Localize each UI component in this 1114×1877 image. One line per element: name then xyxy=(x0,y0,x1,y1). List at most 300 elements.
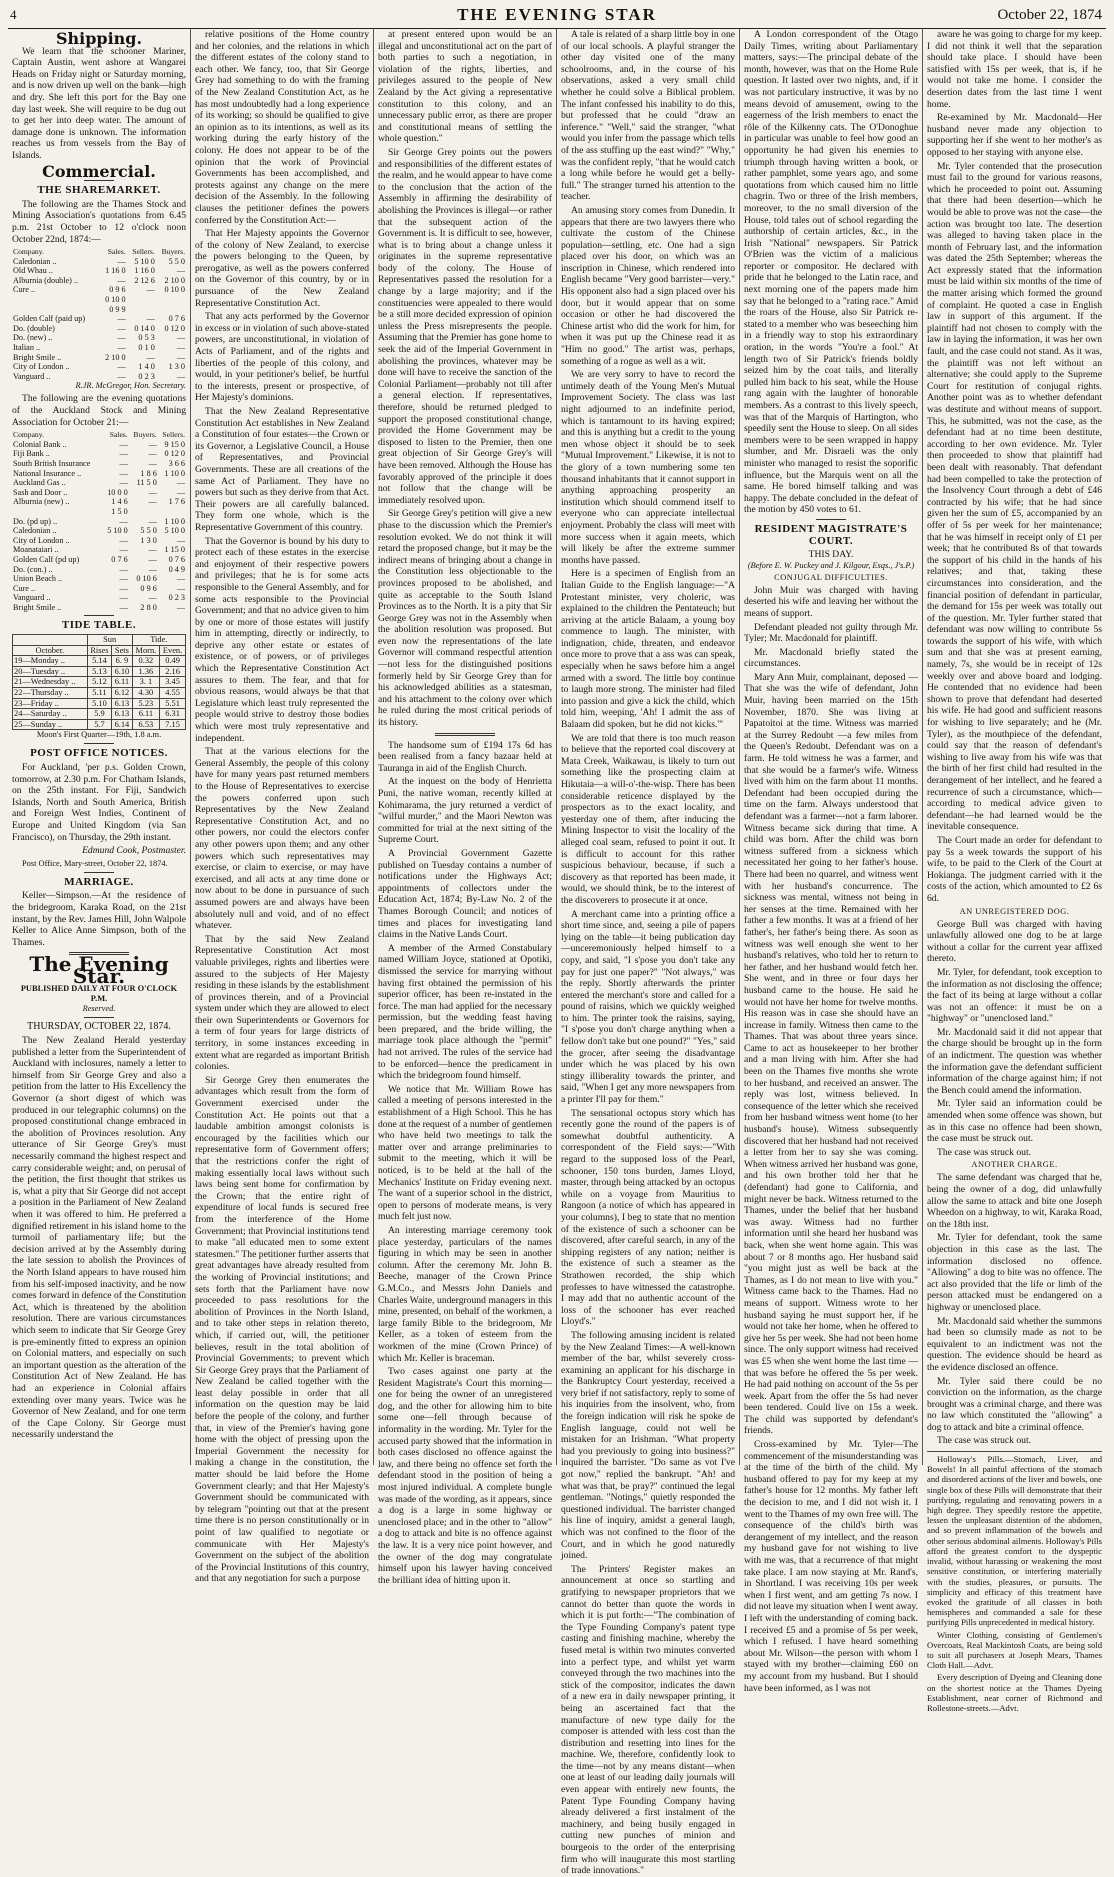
masthead-date: October 22, 1874 xyxy=(997,7,1102,23)
table-cell: 22—Thursday .. xyxy=(13,688,88,699)
table-cell: 1 10 0 xyxy=(164,516,185,526)
table-cell: — xyxy=(148,439,157,449)
column-1 xyxy=(8,29,191,1465)
table-cell: 5 10 0 xyxy=(164,526,185,536)
table-cell: 6.13 xyxy=(112,698,132,709)
court-paragraph: Mr. Macdonald said whether the summons had been so clumsily made as not to be equivalent to an indictment was not the question. The evidence should be heard as the evidence disclosed an offence. xyxy=(927,1315,1102,1373)
table-cell xyxy=(127,295,156,305)
table-cell: Do. (new) .. xyxy=(13,333,53,343)
table-cell: — xyxy=(148,545,157,555)
table-cell: — xyxy=(119,449,128,459)
auckland-table-body xyxy=(12,440,186,613)
table-row xyxy=(12,593,186,603)
thames-quotes-table xyxy=(12,247,186,381)
table-cell: 0 12 0 xyxy=(164,449,185,459)
table-cell: 6.12 xyxy=(112,688,132,699)
tide-morn-header: Morn. xyxy=(132,645,159,656)
table-cell: — xyxy=(117,333,126,343)
table-cell xyxy=(158,507,186,517)
table-cell: 0 7 6 xyxy=(111,554,128,564)
table-cell: — xyxy=(148,593,157,603)
tide-table-body xyxy=(13,656,186,730)
court-paragraph: Defendant pleaded not guilty through Mr. Tyler; Mr. Macdonald for plaintiff. xyxy=(744,621,918,645)
table-cell: Vanguard .. xyxy=(13,371,51,381)
table-cell: Caledonian .. xyxy=(13,526,57,536)
article-paragraph: Sir George Grey points out the powers and responsibilities of the different estates of the realm, and he would appear to have come to the conclusion that the action of the Assembly in affirming the desirability of abolishing the Provinces is illegal—or rather that the subsequent action of the Government is. It is difficult to see, however, what is to bring about a change unless it originates in the supreme representative body of the colony. The House of Representatives passed the resolution for a change by a large majority; and if the constituencies were appealed to there would be a still more decided expression of opinion unless the Press misrepresents the people. Assuming that the Premier has gone home to seek the aid of the Imperial Government in abolishing the provinces, whatever may be done will have to receive the sanction of the Colonial Parliament—probably not till after a general election. If representatives, therefore, should be returned pledged to support the proposed constitutional change, provided the Home Government may be disposed to listen to the Premier, then one great objection of Sir George Grey's will have been removed. Although the House has favorably approved of the principle it does not follow that the change will be immediately resolved upon. xyxy=(378,146,552,506)
tide-row xyxy=(13,666,186,677)
issue-date: THURSDAY, OCTOBER 22, 1874. xyxy=(27,1020,171,1032)
table-cell: 5 5 0 xyxy=(168,256,185,266)
case-heading: CONJUGAL DIFFICULTIES. xyxy=(774,572,888,582)
table-cell: 6. 9 xyxy=(112,656,132,667)
table-row xyxy=(12,285,186,295)
divider xyxy=(84,872,114,873)
article-paragraph: Sir George Grey's petition will give a new phase to the discussion which the Premier's resolution evoked. We do not think it will retard the proposed change, but it may be the indirect means of bringing about a change in the Constitution less objectionable to the provinces proposed to be abolished, and quite as acceptable to the South Island Provinces as to the North. It is a pity that Sir George Grey was not in the Assembly when the abolition resolution was proposed. But even now the representations of the late Governor will command respectful attention—not less for the distinguished positions formerly held by Sir George Grey than for his acknowledged abilities as a statesman, and his attachment to the colony over which he ruled during the most critical periods of its history. xyxy=(378,508,552,729)
table-row xyxy=(12,353,186,363)
table-cell: Vanguard .. xyxy=(13,593,51,603)
table-cell: — xyxy=(176,583,185,593)
article-paragraph: That at the various elections for the General Assembly, the people of this colony have for many years past returned members to the House of Representatives to exercise the powers conferred upon such Representatives by the New Zealand Representative Constitution Act, and no other powers, nor could the electors confer any other powers upon them; and any other powers which such representatives may exercise, or claim to exercise, or may have exercised, and all acts at any time done or now about to be done in pursuance of such assumed powers are and always have been absolutely null and void, and of no effect whatever. xyxy=(195,746,369,932)
table-row xyxy=(12,555,186,565)
table-cell: 0 9 6 xyxy=(109,285,126,295)
court-paragraph: George Bull was charged with having unlawfully allowed one dog to be at large without a collar for the current year affixed thereto. xyxy=(927,918,1102,965)
table-cell: 23—Friday .. xyxy=(13,698,88,709)
news-item: We are told that there is too much reason to believe that the reported coal discovery at Mata Creek, Waikawau, is likely to turn out something like the prospecting claim at Hikutaia—a will-o'-the-wisp. There has been considerable reticence displayed by the prospectors as to the exact locality, and yesterday one of them, after inducing the Mining Inspector to visit the locality of the alleged coal seam, refused to point it out. It is difficult to account for this rather suspicious behaviour, because, if such a discovery as that reported has been made, it would, we should think, be to the interest of the discoverers to prosecute it at once. xyxy=(561,732,735,906)
table-cell: — xyxy=(119,458,128,468)
auckland-intro: The following are the evening quotations of the Auckland Stock and Mining Association for October 21:— xyxy=(12,393,186,428)
table-cell: 0 14 0 xyxy=(134,323,155,333)
moon-phase: Moon's First Quarter—19th, 1.8 a.m. xyxy=(36,730,162,740)
table-cell: 1.36 xyxy=(132,666,159,677)
table-row xyxy=(12,295,186,305)
news-item: A Provincial Government Gazette published on Tuesday contains a number of notifications under the Highways Act; appointments of collectors under the Education Act, 1874; By-Law No. 2 of the Thames Borough Council; and notices of times and places for investigating land claims in the Native Lands Court. xyxy=(378,847,552,941)
table-cell: — xyxy=(117,371,126,381)
court-paragraph: The case was struck out. xyxy=(937,1146,1032,1158)
article-paragraph: relative positions of the Home country and her colonies, and the relations in which the different estates of the colony stand to each other. We fancy, too, that Sir George Grey had something to do with the framing of the New Zealand Constitution Act, as he has most undoubtedly had a long experience of its working; so should be qualified to give an opinion as to its intentions, as well as its working during the early history of the colony. He does not appear to be of the opinion that the work of Provincial Governments has been accomplished, and protests against any change on the mere decision of the Assembly. In the following clauses the petitioner defines the powers conferred by the Constitution Act:— xyxy=(195,29,369,226)
table-cell: 1 3 0 xyxy=(140,535,157,545)
table-cell xyxy=(12,305,100,315)
table-cell: 4.55 xyxy=(160,688,186,699)
table-cell: — xyxy=(119,602,128,612)
court-paragraph: Mr. Tyler contended that the prosecution must fail to the ground for various reasons, which he proceeded to point out. Assuming that there had been desertion—which he would be able to prove was not the case—the action was brought too late. The desertion was alleged to having taken place in the month of February last, and the information was dated the 25th September; whereas the Act expressly stated that the information must be laid within six months of the time of the matter arising which formed the ground of complaint. He quoted a case in English law in support of this argument. If the plaintiff had not chosen to comply with the law in laying the information, it was her own fault, and the case could not stand. As it was, the plaintiff was not left without an alternative; she could apply to the Supreme Court for restitution of conjugal rights. Another point was as to whether defendant was destitute and without means of support. This, he submitted, was not the case, as the defendant had at no time been destitute, according to her own evidence. Mr. Tyler then proceeded to show that plaintiff had been dealt with reasonably. That defendant had been compelled to take the protection of the Insolvency Court through a debt of £46 contracted by his wife; that he had since given her the sum of £5, accompanied by an offer of 5s per week for her maintenance; that he was himself in receipt only of £1 per week; that he contributed 8s of that towards the support of his child in the hands of his relatives; and that, taking these circumstances into consideration, and the financial position of defendant in particular, the demand for 15s per week was totally out of the question. Mr. Tyler further stated that defendant was now willing to contribute 5s towards the support of his wife, with which sum and that she was at present earning, namely, 7s, she would be in receipt of 12s weekly over and above board and lodging. He contended that no evidence had been shown to prove that defendant had deserted his wife. He had good and sufficient reasons for wishing to live separately; and he (Mr. Tyler), as the mouthpiece of the defendant, could say that the reason of defendant's wishing to live away from his wife was that the birth of her first child had resulted in the derangement of her intellect, and he feared a recurrence of such a circumstance, which—according to medical advice given to defendant—he had learned would be the inevitable consequence. xyxy=(927,160,1102,833)
table-cell: 2 12 6 xyxy=(134,275,155,285)
divider xyxy=(435,733,495,736)
divider xyxy=(816,519,846,520)
table-cell: 5.7 xyxy=(87,719,112,730)
table-cell: 0 9 6 xyxy=(140,583,157,593)
article-paragraph: That the New Zealand Representative Constitution Act establishes in New Zealand a Constitution of four estates—the Crown or its Governor, a Legislative Council, a House of Representatives, and Provincial Governments. These are all creations of the same Act of Parliament. They have no powers but such as they derive from that Act. Their powers are all carefully balanced. They form one whole, which is the Representative Government of this country. xyxy=(195,406,369,533)
table-cell: — xyxy=(117,362,126,372)
court-this-day: THIS DAY. xyxy=(808,549,854,561)
table-cell: 0 9 9 xyxy=(109,304,126,314)
tide-rises-header: Rises xyxy=(87,645,112,656)
table-cell: Cure .. xyxy=(13,285,36,295)
table-cell: 0.32 xyxy=(132,656,159,667)
table-cell: 1 5 0 xyxy=(111,506,128,516)
thames-signature: R.JR. McGregor, Hon. Secretary. xyxy=(75,381,186,391)
table-cell: 3 6 6 xyxy=(168,458,185,468)
table-cell: 1 10 0 xyxy=(164,468,185,478)
table-row xyxy=(12,440,186,450)
table-header: Buyers. xyxy=(133,430,157,440)
table-cell: 0 10 0 xyxy=(105,295,126,305)
table-cell: Colonial Bank .. xyxy=(13,439,67,449)
table-cell: 3. 1 xyxy=(132,677,159,688)
table-cell: 9 15 0 xyxy=(164,439,185,449)
table-cell: — xyxy=(117,275,126,285)
divider xyxy=(84,615,114,616)
table-cell: — xyxy=(146,314,155,324)
column-2 xyxy=(191,29,374,1585)
table-row xyxy=(12,469,186,479)
table-cell xyxy=(156,295,186,305)
table-cell: 0 2 3 xyxy=(168,593,185,603)
post-office-text: For Auckland, 'per p.s. Golden Crown, tomorrow, at 2.30 p.m. For Chatham Islands, on the 25th instant. For Fiji, Sandwich Islands, North and South America, British and Foreign West Indies, Continent of Europe and United Kingdom (via San Francisco), on Thursday, the 29th instant. xyxy=(12,762,186,843)
table-row xyxy=(12,517,186,527)
news-item: A merchant came into a printing office a short time since, and, seeing a pile of papers lying on the table—it being publication day—unceremoniously helped himself to a copy, and said, "I s'pose you don't take any pay for just one paper?" "Not always," was the reply. Shortly afterwards the printer entered the merchant's store and called for a pound of raisins, which we quickly weighed to him. The printer took the raisins, saying, "I s'pose you don't charge anything when a fellow don't take but one pound?" "Yes," said the grocer, after seeing the disadvantage under which he was placed by his own stingy illiberality towards the printer, and said, "When I get any more newspapers from a printer I'll pay for them." xyxy=(561,908,735,1106)
table-cell: 19—Monday .. xyxy=(13,656,88,667)
table-cell: — xyxy=(148,564,157,574)
table-cell: 1 16 0 xyxy=(134,266,155,276)
table-cell: Bright Smile .. xyxy=(13,352,62,362)
table-cell: 5.23 xyxy=(132,698,159,709)
post-office-heading: POST OFFICE NOTICES. xyxy=(30,747,168,760)
table-cell: 5 5 0 xyxy=(140,526,157,536)
table-cell: — xyxy=(146,285,155,295)
court-paragraph: Mr. Macdonald briefly stated the circumstances. xyxy=(744,646,918,670)
table-cell: 2.16 xyxy=(160,666,186,677)
table-header: Buyers. xyxy=(161,247,185,257)
leader-paragraph: The New Zealand Herald yesterday published a letter from the Superintendent of Auckland with inclosures, namely a letter to himself from Sir George Grey and also a petition from the latter to His Excellency the Governor (a short digest of which was produced in our telegraphic columns) on the proposed constitutional change embraced in the abolition of Provinces resolution. Any utterance of Sir George Grey's must necessarily command the highest respect and carry considerable weight; and, on perusal of the petition, the first thought that strikes us is, what a pity that Sir George did not accept a position in the Parliament of New Zealand when it was offered to him. He preferred a dignified retirement in his island home to the turmoil of parliamentary life; but the decision arrived at by the Assembly during the late session to abolish the Provinces of the North Island appears to have roused him from his self-imposed inactivity, and he now comes forward in defence of the Constitution Act, which is threatened by the abolition resolution. There are various circumstances which seem to indicate that Sir George Grey is pre-eminently fitted to express an opinion on Colonial matters, and especially on such an important question as the alteration of the Constitution Act of New Zealand. He has had an experience in Colonial affairs extending over many years. Twice was he Governor of New Zealand, and for one term of the Cape Colony. Sir George must necessarily understand the xyxy=(12,1035,186,1441)
table-cell: 2 10 0 xyxy=(105,352,126,362)
table-cell: — xyxy=(119,478,128,488)
table-cell: Moanataiari .. xyxy=(13,545,59,555)
court-paragraph: Mr. Tyler, for defendant, took exception to the information as not disclosing the offence; the fact of its being at large without a collar was not an offence: it must be on a "highway" or "unenclosed land." xyxy=(927,966,1102,1025)
table-cell: — xyxy=(176,535,185,545)
table-cell: Auckland Gas .. xyxy=(13,478,66,488)
table-row xyxy=(12,459,186,469)
thames-table-body xyxy=(12,257,186,382)
table-header: Sales. xyxy=(107,247,126,257)
table-cell: 5.9 xyxy=(87,709,112,720)
table-row xyxy=(12,324,186,334)
table-header: Sellers. xyxy=(132,247,155,257)
table-cell: 0 10 0 xyxy=(164,285,185,295)
table-cell: — xyxy=(117,314,126,324)
table-cell: — xyxy=(119,535,128,545)
tide-row xyxy=(13,698,186,709)
table-row xyxy=(12,574,186,584)
table-cell: 1 8 6 xyxy=(140,468,157,478)
court-paragraph: Re-examined by Mr. Macdonald—Her husband never made any objection to supporting her if she went to her mother's as opposed to her staying with anyone else. xyxy=(927,112,1102,158)
commercial-heading: Commercial. xyxy=(42,161,156,181)
table-cell: — xyxy=(148,458,157,468)
court-heading: RESIDENT MAGISTRATE'S COURT. xyxy=(754,522,908,547)
thames-intro: The following are the Thames Stock and Mining Association's quotations from 6.45 p.m. 21st October to 12 o'clock noon October 22nd, 1874:— xyxy=(12,198,186,245)
table-row xyxy=(12,497,186,507)
tide-row xyxy=(13,709,186,720)
table-cell: Italian .. xyxy=(13,343,41,353)
table-cell: 6.10 xyxy=(112,666,132,677)
table-cell: 2 10 0 xyxy=(164,275,185,285)
article-paragraph: That any acts performed by the Governor in excess or in violation of such above-stated powers, are unconstitutional, in violation of Acts of Parliament, and of the rights and liberties of the people of this colony, and would, in your petitioner's belief, be hurtful to the interests, present or prospective, of Her Majesty's dominions. xyxy=(195,311,369,404)
table-cell: Do. (con.) .. xyxy=(13,564,53,574)
table-cell: — xyxy=(119,593,128,603)
holloway-advert: Holloway's Pills.—Stomach, Liver, and Bowels! In all painful affections of the stomach and disordered actions of the liver and bowels, one single box of these Pills will demonstrate that their purifying, regulating and renovating powers in a high degree. They speedily restore the appetite, lessen the unpleasant distention of the abdomen, and so prevent inflammation of the bowels and other serious abdominal ailments. Holloway's Pills afford the greatest comfort to the dyspeptic invalid, without harassing or weakening the most sensitive constitution, or interfering materially with the studies, pleasures, or pursuits. The simplicity and efficacy of this treatment have evoked the gratitude of all classes in both hemispheres and commanded a sale for these purifying Pills unprecedented in medical history. xyxy=(927,1454,1102,1628)
table-cell: Alburnia (double) .. xyxy=(13,275,79,285)
table-cell: 2 8 0 xyxy=(140,602,157,612)
table-cell: — xyxy=(119,545,128,555)
table-cell xyxy=(156,305,186,315)
shipping-heading: Shipping. xyxy=(55,29,143,48)
news-item: We notice that Mr. William Rowe has called a meeting of persons interested in the establishment of a High School. This he has done at the request of a number of gentlemen who have held two meetings to talk the matter over and arrange preliminaries to submit to the meeting, which it will be noticed, is to be held at the hall of the Mechanics' Institute on Friday evening next. The want of a superior school in the district, open to persons of moderate means, is very much felt just now. xyxy=(378,1083,552,1223)
table-row xyxy=(12,536,186,546)
article-paragraph: That the Governor is bound by his duty to protect each of these estates in the exercise and enjoyment of their respective powers and privileges; that he is for some acts responsible to the General Assembly, and for some acts responsible to the Provincial Government; and that no advice given to him by one or more of those estates will justify him in attempting, directly or indirectly, to deprive any other estate or estates of existence, or of powers, or of privileges which the Representative Constitution Act assures to them. The fear, and that for obvious reasons, would always be that that Legislature which least truly represented the people would strive to destroy those bodies which were most truly representative and independent. xyxy=(195,535,369,744)
news-item: A tale is related of a sharp little boy in one of our local schools. A playful stranger the other day visited one of the many schoolrooms, and, in the course of his observations, asked a very small child whether he could solve a Biblical problem. The infant confessed his inability to do this, but professed that he could "draw an inference." "Well," said the stranger, "what would you infer from the passage which tells of the ass stuffing up the east wind?" "Why," was the confident reply, "that he would catch a long while before he would get a belly-full." The stranger turned his attention to the teacher. xyxy=(561,29,735,203)
table-cell: — xyxy=(176,602,185,612)
evening-star-title: The Evening Star. xyxy=(29,952,169,988)
tide-heading: TIDE TABLE. xyxy=(61,619,137,632)
table-cell: — xyxy=(176,371,185,381)
table-cell: — xyxy=(176,487,185,497)
case-heading: AN UNREGISTERED DOG. xyxy=(959,906,1070,916)
news-item: An interesting marriage ceremony took place yesterday, particulars of the names figuring in which may be seen in another column. After the ceremony Mr. John B. Beeche, manager of the Crown Prince G.M.Co., and Messrs John Daniels and Charles Waite, underground managers in this mine, presented, on behalf of the workmen, a large family Bible to the bridegroom, Mr Keller, as a token of esteem from the workmen of the mine (Crown Prince) of which Mr. Keller is braceman. xyxy=(378,1224,552,1364)
table-cell: 10 0 0 xyxy=(107,487,128,497)
post-office-address: Post Office, Mary-street, October 22, 1874. xyxy=(22,858,168,868)
table-cell: — xyxy=(119,574,128,584)
column-6 xyxy=(923,29,1106,1713)
case-heading: ANOTHER CHARGE. xyxy=(971,1160,1058,1170)
table-row xyxy=(12,276,186,286)
table-cell: Sash and Door .. xyxy=(13,487,68,497)
court-before: (Before E. W. Puckey and J. Kilgour, Esqs., J's.P.) xyxy=(747,560,915,570)
table-row xyxy=(12,488,186,498)
table-cell: 0 10 6 xyxy=(136,574,157,584)
tide-blank xyxy=(13,635,88,646)
table-cell: 5 10 0 xyxy=(134,256,155,266)
table-cell: 6.11 xyxy=(112,677,132,688)
table-cell: 0 1 0 xyxy=(138,343,155,353)
news-item: Two cases against one party at the Resident Magistrate's Court this morning—one for being the owner of an unregistered dog, and the other for allowing him to bite some one—fell through because of informality in the wording. Mr. Tyler for the accused party showed that the information in both cases disclosed no offence against the law, and there being no offence set forth the defendant stood in the position of being a most injured individual. A complete bungle was made of the wording, as it appears, since a dog is a large in some highway or unenclosed place; and in the other to "allow" a dog to attack and bite is no offence against the law. It is a very nice point however, and the owner of the dog may congratulate himself upon his lawyer having conceived the brilliant idea of hitting upon it. xyxy=(378,1366,552,1586)
table-cell: — xyxy=(119,583,128,593)
news-item: A member of the Armed Constabulary named William Joyce, stationed at Opotiki, dismissed the service for marrying without having first obtained the permission of his superior officer, has been re-instated in the force. The man had applied for the necessary permission, but the wedding feast having been prepared, and the bride willing, the marriage took place although the "permit" had not arrived. The rules of the service had to be enforced—hence the predicament in which the bridegroom found himself. xyxy=(378,942,552,1082)
court-paragraph: The case was struck out. xyxy=(937,1435,1032,1447)
table-cell: 6.11 xyxy=(132,709,159,720)
table-cell: 3.45 xyxy=(160,677,186,688)
table-cell xyxy=(12,507,103,517)
article-paragraph: That Her Majesty appoints the Governor of the colony of New Zealand, to exercise the powers belonging to the Queen, by prerogative, as well as the powers conferred on the Governor of this country, by or in pursuance of the New Zealand Representative Constitution Act. xyxy=(195,228,369,309)
table-header: Sellers. xyxy=(162,430,185,440)
article-paragraph: That by the said New Zealand Representative Constitution Act most valuable privileges, rights and liberties were assured to the subjects of Her Majesty residing in these islands by the establishment of provinces therein, and of a Provincial system under which they are allowed to elect their own Superintendents or Governors for a term of four years for large districts of territory, in some instances exceeding in extent what are regarded as important British colonies. xyxy=(195,933,369,1073)
table-cell: Golden Calf (paid up) xyxy=(13,314,86,324)
masthead xyxy=(8,4,1106,29)
tide-sun-header: Sun xyxy=(87,635,132,646)
shipping-text: We learn that the schooner Mariner, Captain Austin, went ashore at Wangarei Heads on Friday night or Saturday morning, and is now driven up well on the bank—high and dry. She left this port for the Bay one day last week. She will require to be dug out to get her into deep water. The amount of damage done is unknown. The information reaches us from vessels from the Bay of Islands. xyxy=(12,45,186,161)
table-cell: 24—Saturday .. xyxy=(13,709,88,720)
table-cell: — xyxy=(117,343,126,353)
table-row xyxy=(12,603,186,613)
table-row xyxy=(12,266,186,276)
column-grid xyxy=(8,29,1106,1877)
auckland-quotes-table xyxy=(12,430,186,612)
table-cell: 1 4 6 xyxy=(111,497,128,507)
divider xyxy=(84,743,114,744)
table-cell: Bright Smile .. xyxy=(13,602,62,612)
news-item: The sensational octopus story which has recently gone the round of the papers is of somewhat doubtful authenticity. A correspondent of the Field says:—"With regard to the supposed loss of the Pearl, schooner, 150 tons burden, James Lloyd, master, through being attacked by an octopus while on a voyage from Mauritius to Rangoon (a notice of which has appeared in your columns), I beg to state that no mention of the existence of such a schooner can be discovered, after careful search, in any of the shipping registers of any nation; neither is the existence of such a steamer as the Strathowen recorded, the ship which professes to have witnessed the catastrophe. I may add that no authentic account of the loss of the schooner has ever reached Lloyd's." xyxy=(561,1107,735,1328)
table-cell: — xyxy=(148,449,157,459)
table-cell: 6.53 xyxy=(132,719,159,730)
table-cell: Do. (double) xyxy=(13,323,55,333)
tide-tide-header: Tide. xyxy=(132,635,185,646)
reserved-line: Reserved. xyxy=(82,1003,116,1013)
table-header: Sales. xyxy=(109,430,128,440)
table-row xyxy=(12,333,186,343)
court-paragraph: The Court made an order for defendant to pay 5s a week towards the support of his wife, to be paid to the Clerk of the Court at Hokianga. The judgment carried with it the costs of the action, which amounted to £2 6s 6d. xyxy=(927,834,1102,904)
dyeing-advert: Every description of Dyeing and Cleaning done on the shortest notice at the Thames Dyeing Establishment, near corner of Richmond and Rollestone-streets.—Advt. xyxy=(927,1672,1102,1713)
column-5 xyxy=(740,29,923,1694)
table-row xyxy=(12,362,186,372)
table-cell: 0 5 3 xyxy=(138,333,155,343)
table-header: Company. xyxy=(13,247,44,257)
news-item: Here is a specimen of English from an Italian Guide to the English language:—"A Protestant minister, very choleric, was explained to the children the Pentateuch; but arriving at the article Balaam, a young boy commence to laugh. The minister, with indignation, chide, threaten, and endeavor once more to prove that a ass was can speak, especially when he saws before him a angel armed with a sword. The little boy continue to laugh more strong. The minister had filed into passion and give a kick the child, which told him, weeping, 'Ah! I admit the ass of Balaam did spoken, but he did not kicks.'" xyxy=(561,568,735,731)
table-cell: — xyxy=(119,439,128,449)
table-cell: 5.12 xyxy=(87,677,112,688)
table-row xyxy=(12,314,186,324)
published-daily-line: PUBLISHED DAILY AT FOUR O'CLOCK P.M. xyxy=(20,983,178,1003)
court-paragraph: Mr. Tyler said there could be no conviction on the information, as the charge brought was a criminal charge, and there was no law which constituted the "allowing" a dog to attack and bite a criminal offence. xyxy=(927,1375,1102,1433)
tide-row xyxy=(13,688,186,699)
table-cell: — xyxy=(119,564,128,574)
table-cell: 1 15 0 xyxy=(164,545,185,555)
court-paragraph: Mary Ann Muir, complainant, deposed —That she was the wife of defendant, John Muir, having been married on the 15th November, 1870. She was living at Papatoitoi at the time. Witness was married at the Surrey Redoubt —a few miles from the Queen's Redoubt. Defendant was on a farm. He told witness he was a farmer, and that she would be a farmer's wife. Witness lived with him on the farm about 11 months. Defendant had been occupied during the time on the farm. Always understood that defendant was a farmer—not a farm laborer. Witness became sick during that time. A child was born. After the child was born witness suffered from a sickness which necessitated her going to her father's house. There had been no quarrel, and witness went with her husband's concurrence. The sickness was mental, witness not being in her senses at the time. Remained with her father a few months. It was at a friend of her father's, her father's being there. As soon as witness was well enough she went to her husband's relatives, who told her to return to her father, and her husband would fetch her. She went, and in three or four days her husband came to the house. He said he would not have her home for twelve months. His reason was in case she should have an increase in family. Witness then came to the Thames. That was about three years since. Came to act as housekeeper to her brother and a man living with him. After she had been on the Thames five months she wrote to her husband, and received an answer. The reply was lost, witness believed. In consequence of the letter which she received from her husband witness went home (to her husband's house). Witness subsequently discovered that her husband had not received a letter from her to say she was coming. When witness arrived her husband was gone, and his own brother told her that he (defendant) had gone to California, and might never be back. Witness returned to the Thames, under the belief that her husband was away. Witness had no further information until she heard her husband was back, when she went home again. This was about 7 or 8 months ago. Her husband said "you might just as well be back at the Thames, as I do not mean to live with you." Witness came back to the Thames. Had no means of support. Witness wrote to her husband saying he must support her, if he would not take her home, when he offered to give her 5s per week. She had not been home since. The only support witness had received was £5 when she went home the last time —that was before he offered the 5s per week. He had paid nothing on account of the 5s per week. Apart from the offer the 5s had never been tendered. Could live on 15s a week. The child was supported by defendant's friends. xyxy=(744,671,918,1437)
tide-table xyxy=(12,634,186,730)
table-cell: — xyxy=(176,266,185,276)
table-cell: City of London .. xyxy=(13,535,70,545)
table-cell: Do. (pd up) .. xyxy=(13,516,58,526)
court-paragraph: Mr. Tyler for defendant, took the same objection in this case as the last. The information disclosed no offence. "Allowing" a dog to bite was no offence. The act also provided that the life or limb of the person attacked must be endangered on a highway or unenclosed place. xyxy=(927,1232,1102,1313)
table-cell: 7.15 xyxy=(160,719,186,730)
table-cell: 0.49 xyxy=(160,656,186,667)
divider xyxy=(84,1017,114,1018)
news-item: We are very sorry to have to record the untimely death of the Young Men's Mutual Improvement Society. The class was last night adjourned to an indefinite period, which is tantamount to its having expired; and this is anything but a credit to the young men whose object it should be to seek "Mutual Improvement." Likewise, it is not to the glory of a town numbering some ten thousand inhabitants that it cannot support in anything approaching prosperity an institution which should commend itself to everyone who can appreciate intellectual enjoyment. Probably the class will meet with more success when it again meets, which will likely be after the extreme summer months have passed. xyxy=(561,369,735,566)
table-cell: Union Beach .. xyxy=(13,574,63,584)
court-paragraph: Mr. Macdonald said it did not appear that the charge should be brought up in the form of an indictment. The question was whether the information gave the defendant sufficient information of the charge against him; if not the Bench could amend the information. xyxy=(927,1026,1102,1096)
tide-sets-header: Sets xyxy=(112,645,132,656)
table-row xyxy=(12,372,186,382)
table-cell: 0 7 6 xyxy=(168,554,185,564)
court-paragraph: aware he was going to charge for my keep. I did not think it well that the separation should take place. I should have been satisfied with 15s per week, that is, if he would not take me home. I consider the desertion dates from the last time I went home. xyxy=(927,29,1102,110)
marriage-heading: MARRIAGE. xyxy=(64,875,134,888)
table-cell: — xyxy=(119,468,128,478)
table-cell: 1 16 0 xyxy=(105,266,126,276)
table-row xyxy=(12,257,186,267)
table-cell: — xyxy=(176,478,185,488)
table-cell: 5.14 xyxy=(87,656,112,667)
table-cell: — xyxy=(176,333,185,343)
table-row xyxy=(12,343,186,353)
page-number: 4 xyxy=(10,7,17,22)
table-cell: — xyxy=(148,516,157,526)
table-row xyxy=(12,526,186,536)
table-cell: 1 3 0 xyxy=(168,362,185,372)
clothing-advert: Winter Clothing, consisting of Gentlemen's Overcoats, Real Mackintosh Coats, are being sold to suit all purchasers at Joseph Mears, Thames Cloth Hall.—Advt. xyxy=(927,1629,1102,1671)
masthead-title: THE EVENING STAR xyxy=(457,5,657,24)
table-cell: — xyxy=(117,256,126,266)
table-cell: 21—Wednesday .. xyxy=(13,677,88,688)
table-cell: 25—Sunday .. xyxy=(13,719,88,730)
table-cell: 5 10 0 xyxy=(107,526,128,536)
table-cell: — xyxy=(176,343,185,353)
article-paragraph: at present entered upon would be an illegal and unconstitutional act on the part of both parties to such a negotiation, in violation of the rights, liberties, and privileges assured to the people of New Zealand by the Act giving a representative constitution to this colony, and an unnecessary public error, as there are proper and constitutional means of settling the whole question." xyxy=(378,29,552,145)
table-cell: 5.10 xyxy=(87,698,112,709)
table-cell: 1 4 0 xyxy=(138,362,155,372)
table-cell: South British Insurance xyxy=(13,458,91,468)
table-cell: Golden Calf (pd up) xyxy=(13,554,80,564)
tide-oct-header: October. xyxy=(13,645,88,656)
table-cell: Fiji Bank .. xyxy=(13,449,50,459)
news-item: A London correspondent of the Otago Daily Times, writing about Parliamentary matters, says:—The principal debate of the month, however, was that on the Home Rule question. It lasted over two nights, and, if it was not particulary instructive, it was by no means devoid of amusement, owing to the eagerness of the Irish members to enact the rôle of the Kilkenny cats. The O'Donoghue in particular was unable to feel how good an opportunity he had given his enemies to triumph through having written a book, or rather pamphlet, some years ago, and some quotations from which caused him no little chagrin. Two or three of the Irish members, moreover, to the no small diversion of the House, told tales out of school regarding the authorship of certain articles, &c., in the Irish "National" newspapers. Sir Patrick O'Brien was the victim of a malicious reporter or compositor. He declared with pride that he belonged to the Latin race, and next morning one of the papers made him say that he belonged to a "rating race." Amid the roars of the House, also Sir Patrick re-stated to a member who was beseeching him in a friendly way to stop his extraordinary oration, in the words "You're a fool." At length two of Sir Patrick's friends boldly seized him by the coat tails, and literally pulled him back to his seat, while the House rang again with the laughter of honorable members. As a contrast to this lively speech, was that of the Marquis of Hartington, who speedily sent the House to sleep. On all sides members were to be seen wrapped in happy slumber, and Mr. Disraeli was the only minister who managed to resist the soporific influence, but the Marquis went on all the same. He bored himself talking and was happy. The debate concluded in the defeat of the motion by 450 votes to 61. xyxy=(744,29,918,516)
table-row xyxy=(12,565,186,575)
article-paragraph: Sir George Grey then enumerates the advantages which result from the form of Government exercised under the Constitution Act. He points out that a laudable ambition amongst colonists is encouraged by the facilities which our representative form of Government offers; that the restrictions confer the right of making essentially local laws without such laws being sent home for confirmation by the Crown; that the entire right of expenditure of local funds is secured free from the interference of the Home Government; that Provincial institutions tend to make "all educated men to some extent statesmen." The petitioner further asserts that great advantages have already resulted from the working of Provincial institutions; and sets forth that the Parliament have now proceeded to pass resolutions for the abolition of Provinces in the North Island, and to take other steps in relation thereto, which, if carried out, will, the petitioner believes, result in the total abolition of Provincial Governments; to prevent which Sir George Grey prays that the Parliament of New Zealand be called together with the least delay possible in order that all information on the question may be laid before the people of the colony, and further that, in view of the Premier's having gone home with the object of pressing upon the Imperial Government the necessity for making a change in the constitution, the matter should be laid before the Home Government clearly; and that Her Majesty's Government should be communicated with by telegram "pointing out that at the present time there is no person constitutionally or in point of law qualified to negotiate or communicate with Her Majesty's Government on the subject of the abolition of the Provincial Institutions of this country, and that any negotiation for such a purpose xyxy=(195,1074,369,1585)
table-cell: 0 4 9 xyxy=(168,564,185,574)
sharemarket-heading: THE SHAREMARKET. xyxy=(37,184,161,197)
table-cell: Old Whau .. xyxy=(13,266,53,276)
table-cell: City of London .. xyxy=(13,362,70,372)
table-cell xyxy=(127,305,156,315)
table-cell: Cure .. xyxy=(13,583,36,593)
table-cell: 4.30 xyxy=(132,688,159,699)
court-paragraph: The same defendant was charged that he, being the owner of a dog, did unlawfully allow the same to attack and bite one Joseph Wheedon on a highway, to wit, Karaka Road, on the 18th inst. xyxy=(927,1172,1102,1230)
news-item: The handsome sum of £194 17s 6d has been realised from a fancy bazaar held at Tauranga in aid of the English Church. xyxy=(378,739,552,774)
column-4 xyxy=(557,29,740,1877)
advertisement xyxy=(927,1451,1102,1713)
table-cell xyxy=(129,507,158,517)
table-cell: — xyxy=(146,352,155,362)
tide-row xyxy=(13,677,186,688)
tide-row xyxy=(13,656,186,667)
table-cell: 6.31 xyxy=(160,709,186,720)
news-item: The Printers' Register makes an announcement at once so startling and gratifying to newspaper proprietors that we cannot do better than quote the words in which it is put forth:—"The combination of the Type Founding Company's patent type casting and finishing machine, whereby the fused metal is within two minutes converted into a perfect type, and whilst yet warm conveyed through the two machines into the stick of the compositor, indicates the dawn of a new era in daily newspaper printing, it being an ascertained fact that the manufacture of new type daily for the composer is attended with less cost than the distribution and resetting into lines for the machine. We, therefore, confidently look to the time—not by any means distant—when one at least of our leading daily journals will even appear with entirely new founts, the Patent Type Founding Company having already delivered a first instalment of the machinery, and being busily engaged in cutting new punches of minion and bourgeois to the order of the enterprising firm who will inaugurate this most startling of trade innovations." xyxy=(561,1563,735,1877)
table-cell: 0 2 3 xyxy=(138,371,155,381)
column-3 xyxy=(374,29,557,1586)
table-cell: — xyxy=(117,323,126,333)
table-cell: 5.13 xyxy=(87,666,112,677)
court-paragraph: Cross-examined by Mr. Tyler—The commencement of the misunderstanding was at the time of the birth of the child. My husband offered to pay for my keep at my father's house for 12 months. My father left the decision to me, and I did not wish it. I went to the Thames of my own free will. The consequence of the child's birth was derangement of my intellect, and the reason my husband gave for not wishing to live with me was, that a recurrence of that might take place. I am now staying at Mr. Rand's, in Shortland. I was receiving 10s per week when I first went, and am getting 7s now. I did not leave my situation when I went away. I left with the understanding of coming back. I received £5 and a promise of 5s per week, which I refused. I have heard something about Mr. Wilson—the person with whom I stayed with my brother—claiming £60 on my account from my husband. But I should have been informed, as I was not xyxy=(744,1439,918,1694)
tide-row xyxy=(13,719,186,730)
table-cell: Caledonian .. xyxy=(13,256,57,266)
table-row xyxy=(12,449,186,459)
table-cell: 0 12 0 xyxy=(164,323,185,333)
table-cell: — xyxy=(176,574,185,584)
table-cell: 5.11 xyxy=(87,688,112,699)
news-item: An amusing story comes from Dunedin. It appears that there are two lawyers there who cultivate the custom of the Chinese population—settling, etc. One had a sign placed over his door, on which was an inscription in Chinese, which rendered into English became "Very good barrister—very." His opponent also had a sign placed over his door, but it would appear that on some occasion or other he had discovered the Chinese artist who did the work for him, for when it was put up the Chinese read it as "Him no good." The artist was, perhaps, something of a rogue as well as a wit. xyxy=(561,204,735,367)
table-cell: 5.51 xyxy=(160,698,186,709)
table-cell: — xyxy=(148,554,157,564)
table-row xyxy=(12,545,186,555)
table-cell: 6.13 xyxy=(112,709,132,720)
table-cell: Alburnia (new) .. xyxy=(13,497,70,507)
table-cell: 20—Tuesday .. xyxy=(13,666,88,677)
table-cell: 6.14 xyxy=(112,719,132,730)
table-cell: 11 5 0 xyxy=(136,478,157,488)
tide-even-header: Even. xyxy=(160,645,186,656)
table-cell: — xyxy=(119,516,128,526)
table-cell: 1 7 6 xyxy=(168,497,185,507)
table-cell: 0 7 6 xyxy=(168,314,185,324)
postmaster-signature: Edmund Cook, Postmaster. xyxy=(82,845,186,857)
table-row xyxy=(12,478,186,488)
table-row xyxy=(12,305,186,315)
